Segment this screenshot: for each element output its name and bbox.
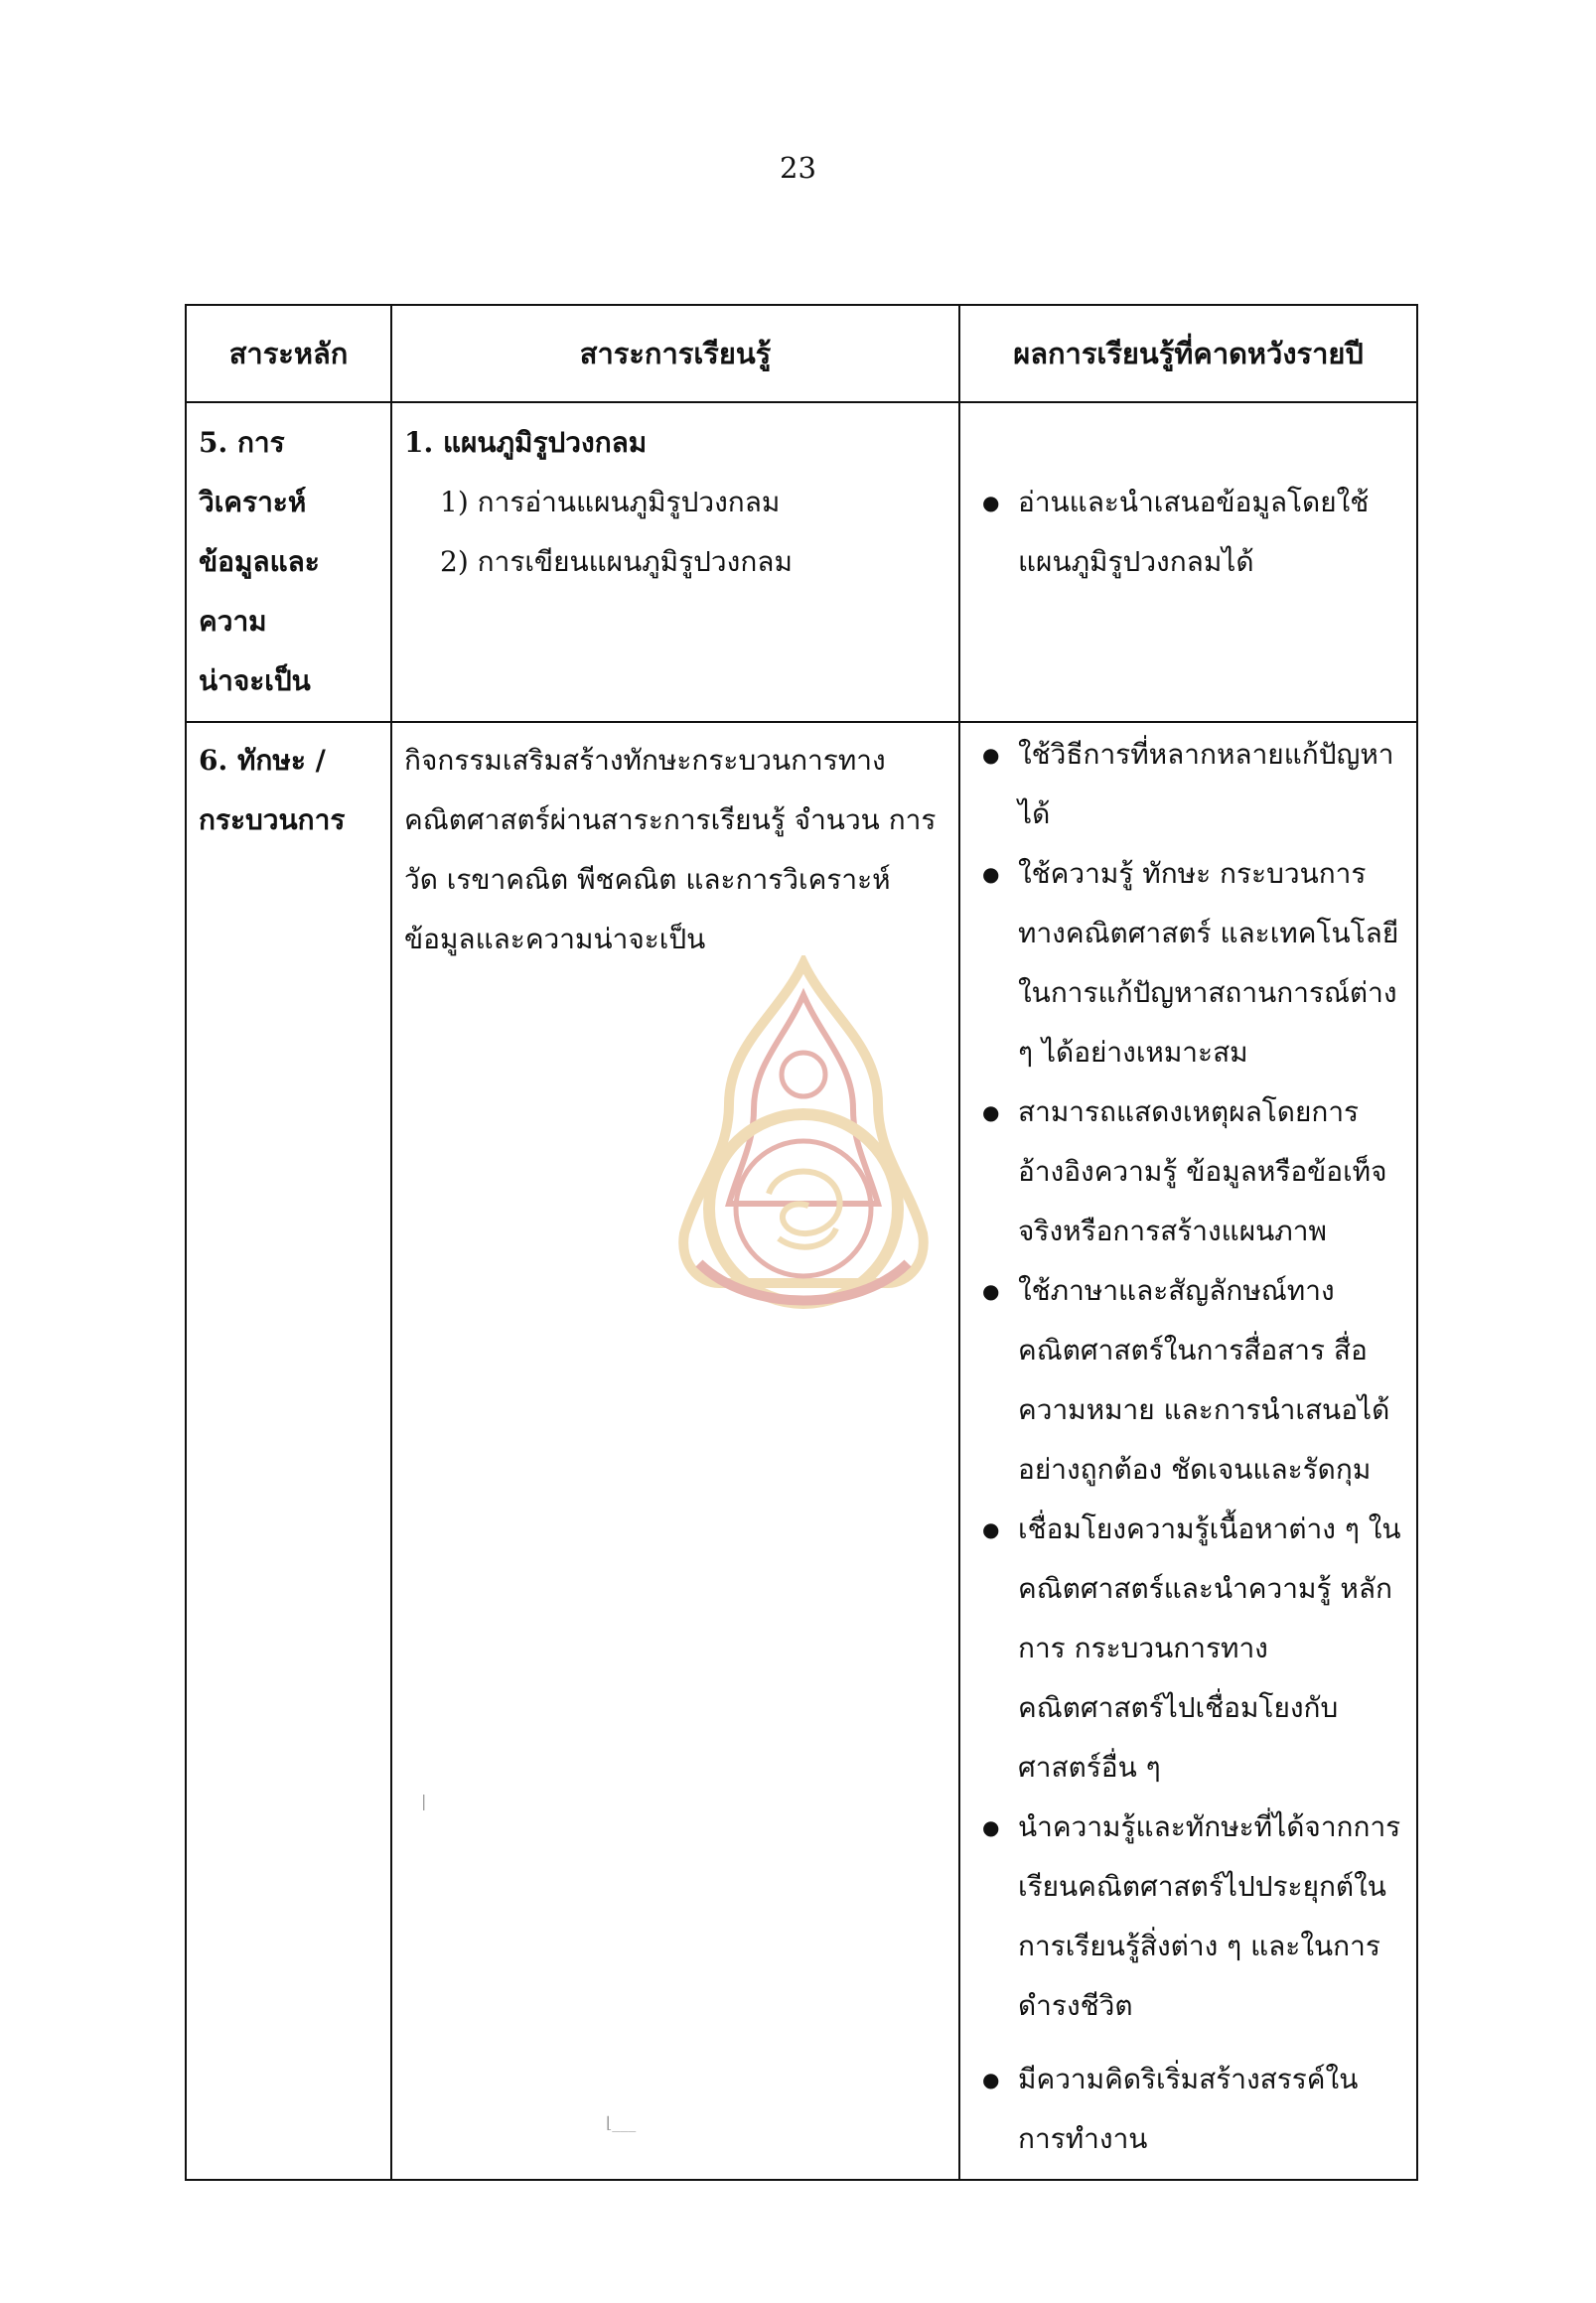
content-item: 2) การเขียนแผนภูมิรูปวงกลม xyxy=(440,545,793,578)
office-emblem-watermark xyxy=(659,955,947,1353)
outcomes-cell xyxy=(959,402,1417,722)
content-heading: 1. แผนภูมิรูปวงกลม xyxy=(404,426,648,459)
content-item: 1) การอ่านแผนภูมิรูปวงกลม xyxy=(440,486,781,518)
outcome-item: ● อ่านและนำเสนอข้อมูลโดยใช้แผนภูมิรูปวงกลมได้ xyxy=(1018,473,1404,592)
emblem-wheel xyxy=(782,1053,825,1096)
header-expected-outcomes: ผลการเรียนรู้ที่คาดหวังรายปี xyxy=(959,305,1417,402)
content-paragraph: กิจกรรมเสริมสร้างทักษะกระบวนการทางคณิตศาสตร์ผ่านสาระการเรียนรู้ จำนวน การวัด เรขาคณิต พีชคณิต และการวิเคราะห์ข้อมูลและความน่าจะเป็น xyxy=(404,744,937,955)
outcome-item: ● เชื่อมโยงความรู้เนื้อหาต่าง ๆ ในคณิตศาสตร์และนำความรู้ หลักการ กระบวนการทางคณิตศาสตร์ไปเชื่อมโยงกับศาสตร์อื่น ๆ xyxy=(1018,1500,1404,1798)
learning-content-cell xyxy=(391,722,959,2180)
outcome-item: ● ใช้วิธีการที่หลากหลายแก้ปัญหาได้ xyxy=(1018,725,1404,844)
scan-mark: ⌊___ xyxy=(606,2113,637,2132)
outcomes-cell xyxy=(959,722,1417,2180)
outcome-item: ● ใช้ภาษาและสัญลักษณ์ทางคณิตศาสตร์ในการสื่อสาร สื่อความหมาย และการนำเสนอได้อย่างถูกต้อง ชัดเจนและรัดกุม xyxy=(1018,1261,1404,1500)
table-row xyxy=(186,722,1417,2180)
emblem-seal-core xyxy=(736,1141,871,1276)
header-main-strand: สาระหลัก xyxy=(186,305,391,402)
table-header-row xyxy=(186,305,1417,402)
page-number: 23 xyxy=(780,151,816,185)
header-learning-content: สาระการเรียนรู้ xyxy=(391,305,959,402)
scan-mark: | xyxy=(421,1792,427,1810)
outcome-item: ● สามารถแสดงเหตุผลโดยการอ้างอิงความรู้ ข้อมูลหรือข้อเท็จจริงหรือการสร้างแผนภาพ xyxy=(1018,1082,1404,1261)
main-strand-cell: 5. การวิเคราะห์ ข้อมูลและความ น่าจะเป็น xyxy=(186,402,391,722)
table-row xyxy=(186,402,1417,722)
outcome-item: ● มีความคิดริเริ่มสร้างสรรค์ในการทำงาน xyxy=(1018,2050,1404,2169)
learning-content-cell xyxy=(391,402,959,722)
emblem-monogram xyxy=(769,1172,840,1247)
main-strand-cell: 6. ทักษะ / กระบวนการ xyxy=(186,722,391,2180)
outcome-item: ● นำความรู้และทักษะที่ได้จากการเรียนคณิตศาสตร์ไปประยุกต์ในการเรียนรู้สิ่งต่าง ๆ และในการดำรงชีวิต xyxy=(1018,1798,1404,2036)
outcome-item: ● ใช้ความรู้ ทักษะ กระบวนการทางคณิตศาสตร์ และเทคโนโลยีในการแก้ปัญหาสถานการณ์ต่าง ๆ ได้อย่างเหมาะสม xyxy=(1018,844,1404,1082)
